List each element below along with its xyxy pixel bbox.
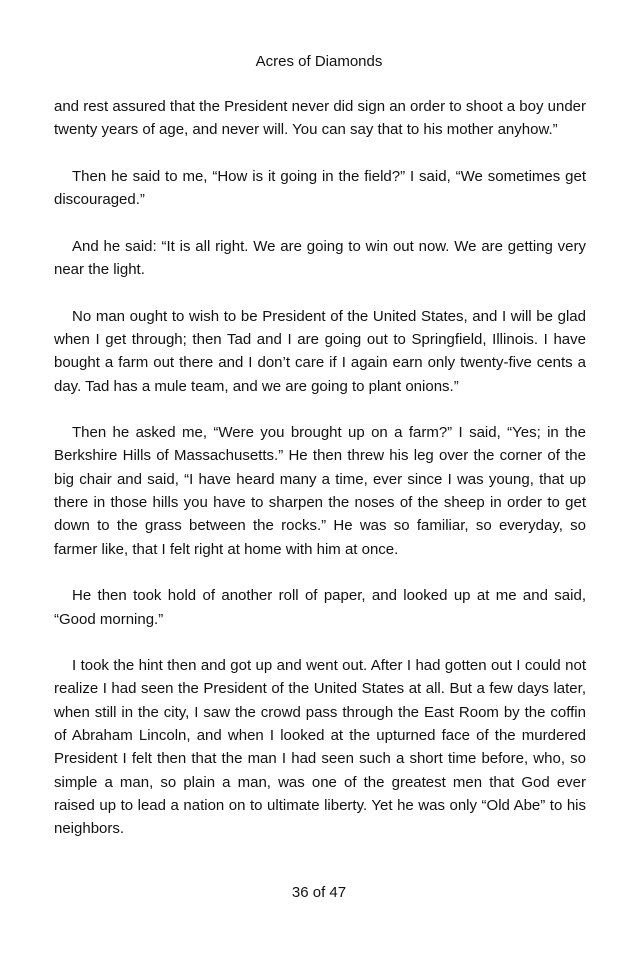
paragraph-continuation: and rest assured that the President never did sign an order to shoot a boy under twenty years of age, and never will. You can say that to his mother anyhow.”	[54, 98, 587, 139]
running-header: Acres of Diamonds	[255, 53, 383, 70]
paragraph: Then he said to me, “How is it going in the field?” I said, “We sometimes get discouraged.”	[54, 167, 586, 209]
paragraph: No man ought to wish to be President of the United States, and I will be glad when I get through; then Tad and I are going out to Springfield, Illinois. I have bought a farm out there and I don’t care if I again earn only twenty-five cents a day. Tad has a mule team, and we are going to plant onions.”	[54, 307, 586, 395]
page-number: 36 of 47	[291, 884, 347, 901]
paragraph: He then took hold of another roll of paper, and looked up at me and said, “Good morning.”	[54, 587, 586, 628]
paragraph: Then he asked me, “Were you brought up on a farm?” I said, “Yes; in the Berkshire Hills of Massachusetts.” He then threw his leg over the corner of the big chair and said, “I have heard many a time, ever since I was young, that up there in those hills you have to sharpen the noses of the sheep in order to get down to the grass between the rocks.” He was so familiar, so everyday, so farmer like, that I felt right at home with him at once.	[54, 424, 586, 558]
paragraph: And he said: “It is all right. We are going to win out now. We are getting very near the light.	[54, 237, 586, 279]
paragraph: I took the hint then and got up and went out. After I had gotten out I could not realize I had seen the President of the United States at all. But a few days later, when still in the city, I saw the crowd pass through the East Room by the coffin of Abraham Lincoln, and when I looked at the upturned face of the murdered President I felt then that the man I had seen such a short time before, who, so simple a man, so plain a man, was one of the greatest men that God ever raised up to lead a nation on to ultimate liberty. Yet he was only “Old Abe” to his neighbors.	[54, 657, 586, 838]
body-text	[54, 95, 586, 864]
